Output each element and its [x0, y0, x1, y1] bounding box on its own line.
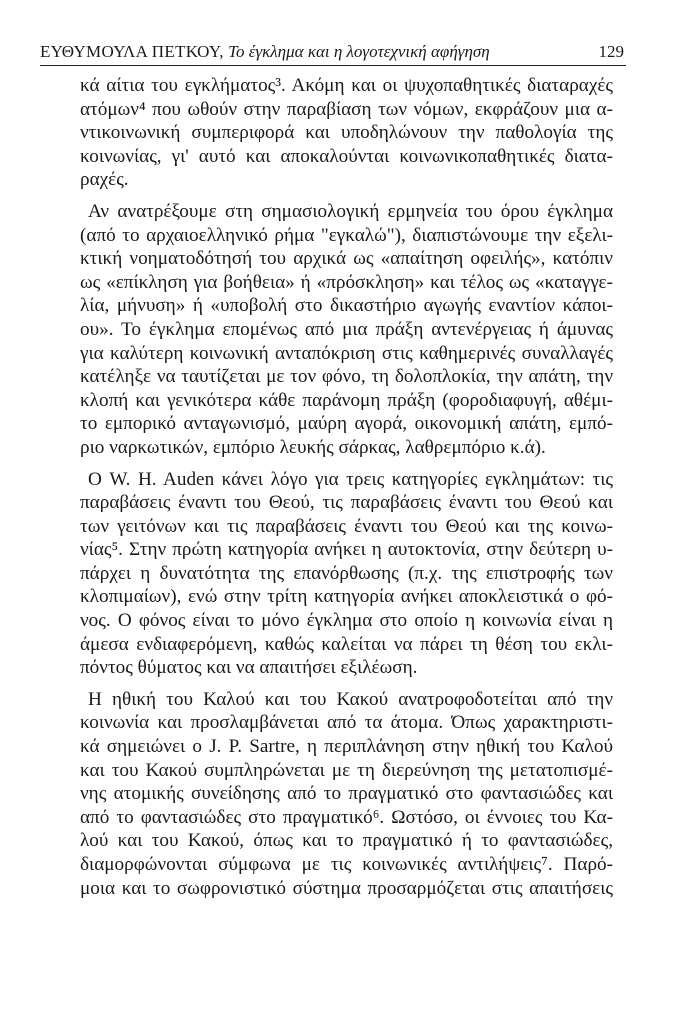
text-line: Αν ανατρέξουμε στη σημασιολογική ερμηνεία του όρου έγκλημα [88, 200, 613, 222]
body-text [80, 74, 613, 900]
paragraph-2 [80, 200, 613, 460]
text-line: των γειτόνων και τις παραβάσεις έναντι του Θεού και της κοινω- [80, 515, 613, 537]
text-line: κά αίτια του εγκλήματος³. Ακόμη και οι ψυχοπαθητικές διαταραχές [80, 75, 613, 96]
text-line: από το φαντασιώδες στο πραγματικό⁶. Ωστόσο, οι έννοιες του Κα- [80, 806, 613, 828]
text-line: νίας⁵. Στην πρώτη κατηγορία ανήκει η αυτοκτονία, στην δεύτερη υ- [80, 539, 613, 561]
header-author: ΕΥΘΥΜΟΥΛΑ ΠΕΤΚΟΥ, [40, 42, 224, 61]
text-line: πόντος θύματος και να απαιτήσει εξιλέωση. [80, 657, 418, 679]
header-title: Το έγκλημα και η λογοτεχνική αφήγηση [228, 42, 490, 61]
text-line: το εμπορικό ανταγωνισμό, μαύρη αγορά, οικονομική απάτη, εμπό- [80, 413, 613, 435]
paragraph-gap [80, 680, 613, 688]
paragraph-gap [80, 192, 613, 200]
text-line: κλοπιμαίων), ενώ στην τρίτη κατηγορία ανήκει αποκλειστικά ο φό- [80, 586, 613, 608]
text-line: κοινωνία και προσλαμβάνεται από τα άτομα. Όπως χαρακτηριστι- [80, 712, 613, 734]
text-line: λού και του Κακού, όπως και το πραγματικό ή το φαντασιώδες, [80, 830, 613, 852]
text-line: ως «επίκληση για βοήθεια» ή «πρόσκληση» και τέλος ως «καταγγε- [80, 271, 613, 293]
text-line: νης ατομικής συνείδησης από το πραγματικό στο φαντασιώδες και [80, 783, 613, 805]
paragraph-gap [80, 460, 613, 468]
text-line: ντικοινωνική συμπεριφορά και υποδηλώνουν την παθολογία της [80, 122, 613, 144]
text-line: ου». Το έγκλημα επομένως από μια πράξη αντενέργειας ή άμυνας [80, 318, 613, 340]
text-line: λία, μήνυση» ή «υποβολή στο δικαστήριο αγωγής εναντίον κάποι- [80, 295, 613, 317]
text-line: κλοπή και γενικότερα κάθε παράνομη πράξη (φοροδιαφυγή, αθέμι- [80, 389, 613, 411]
text-line: Η ηθική του Καλού και του Κακού ανατροφοδοτείται από την [88, 688, 613, 710]
text-line: ραχές. [80, 169, 129, 191]
text-line: ατόμων⁴ που ωθούν στην παραβίαση των νόμων, εκφράζουν μια α- [80, 98, 613, 120]
text-line: μοια και το σωφρονιστικό σύστημα προσαρμόζεται στις απαιτήσεις [80, 877, 613, 899]
paragraph-1 [80, 74, 613, 192]
text-line: για καλύτερη κοινωνική ανταπόκριση στις καθημερινές συναλλαγές [80, 342, 613, 364]
text-line: κατέληξε να ταυτίζεται με τον φόνο, τη δολοπλοκία, την απάτη, την [80, 366, 613, 388]
text-line: και του Κακού συμπληρώνεται με τη διερεύνηση της μετατοπισμέ- [80, 759, 613, 781]
paragraph-3 [80, 468, 613, 680]
text-line: πάρχει η δυνατότητα της επανόρθωσης (π.χ. της επιστροφής των [80, 562, 613, 584]
text-line: κτική νοηματοδότησή του αρχικά ως «απαίτηση οφειλής», κατόπιν [80, 248, 613, 270]
text-line: παραβάσεις έναντι του Θεού, τις παραβάσεις έναντι του Θεού και [80, 492, 613, 514]
text-line: ριο ναρκωτικών, εμπόριο λευκής σάρκας, λαθρεμπόριο κ.ά). [80, 436, 546, 458]
paragraph-4 [80, 688, 613, 900]
text-line: (από το αρχαιοελληνικό ρήμα "εγκαλώ"), διαπιστώνουμε την εξελι- [80, 224, 613, 246]
header-left [40, 42, 490, 62]
text-line: νος. Ο φόνος είναι το μόνο έγκλημα στο οποίο η κοινωνία είναι η [80, 610, 613, 632]
text-line: διαμορφώνονται σύμφωνα με τις κοινωνικές αντιλήψεις⁷. Παρό- [80, 854, 613, 875]
running-header [40, 36, 626, 66]
text-line: κοινωνίας, γι' αυτό και αποκαλούνται κοινωνικοπαθητικές διατα- [80, 145, 613, 167]
text-line: Ο W. H. Auden κάνει λόγο για τρεις κατηγορίες εγκλημάτων: τις [88, 468, 613, 490]
text-line: κά σημειώνει ο J. P. Sartre, η περιπλάνηση στην ηθική του Καλού [80, 736, 613, 758]
text-line: άμεσα ενδιαφερόμενη, καθώς καλείται να πάρει τη θέση του εκλι- [80, 633, 613, 655]
page-number: 129 [598, 42, 624, 61]
